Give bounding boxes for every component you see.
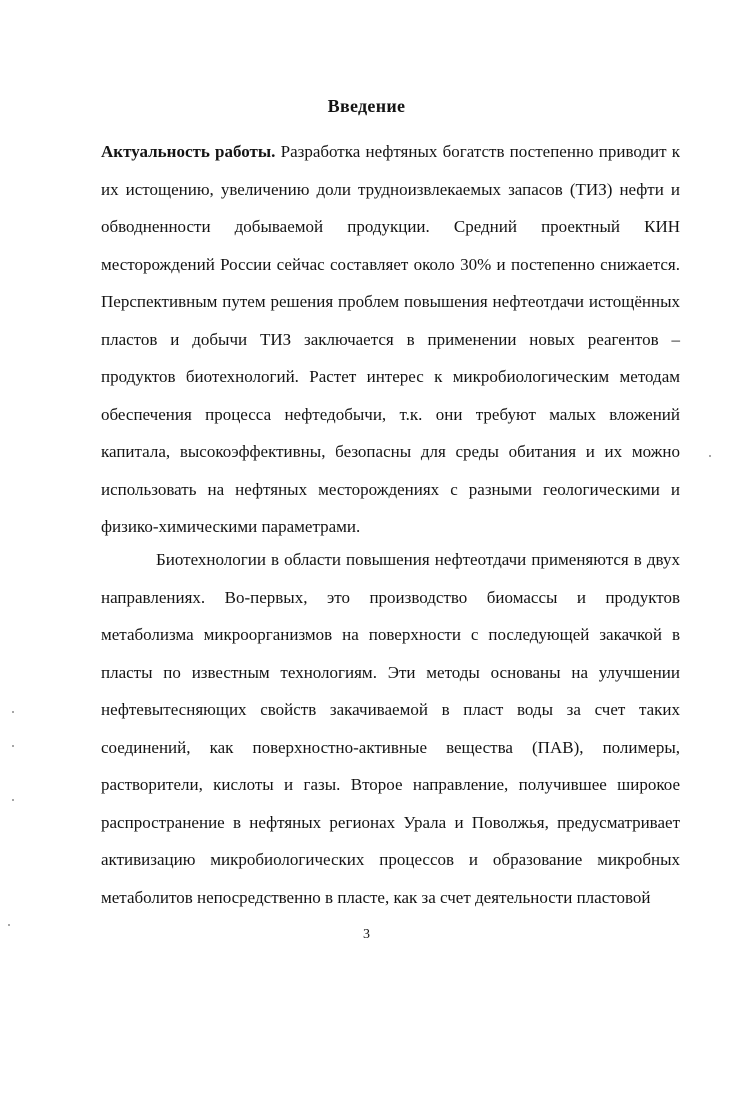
paragraph-lead: Актуальность работы. [101, 142, 276, 161]
page-title: Введение [327, 96, 406, 116]
scan-speck [12, 711, 14, 713]
paragraph-body: Биотехнологии в области повышения нефтеотдачи применяются в двух направлениях. Во-первых, это производство биомассы и продуктов метаболизма микроорганизмов на поверхности с последующей закачкой в пласты по известным технологиям. Эти методы основаны на улучшении нефтевытесняющих свойств закачиваемой в пласт воды за счет таких соединений, как поверхностно-активные вещества (ПАВ), полимеры, растворители, кислоты и газы. Второе направление, получившее широкое распространение в нефтяных регионах Урала и Поволжья, предусматривает активизацию микробиологических процессов и образование микробных метаболитов непосредственно в пласте, как за счет деятельности пластовой [101, 550, 680, 907]
paragraph-relevance [101, 133, 680, 546]
scan-speck [12, 799, 14, 801]
scan-speck [12, 745, 14, 747]
paragraph-body: Разработка нефтяных богатств постепенно приводит к их истощению, увеличению доли трудноизвлекаемых запасов (ТИЗ) нефти и обводненности добываемой продукции. Средний проектный КИН месторождений России сейчас составляет около 30% и постепенно снижается. Перспективным путем решения проблем повышения нефтеотдачи истощённых пластов и добычи ТИЗ заключается в применении новых реагентов – продуктов биотехнологий. Растет интерес к микробиологическим методам обеспечения процесса нефтедобычи, т.к. они требуют малых вложений капитала, высокоэффективны, безопасны для среды обитания и их можно использовать на нефтяных месторождениях с разными геологическими и физико-химическими параметрами. [101, 142, 680, 536]
scan-speck [8, 924, 10, 926]
paragraph-biotechnology [101, 541, 680, 916]
scan-speck [709, 455, 711, 457]
page-number: 3 [363, 927, 370, 942]
